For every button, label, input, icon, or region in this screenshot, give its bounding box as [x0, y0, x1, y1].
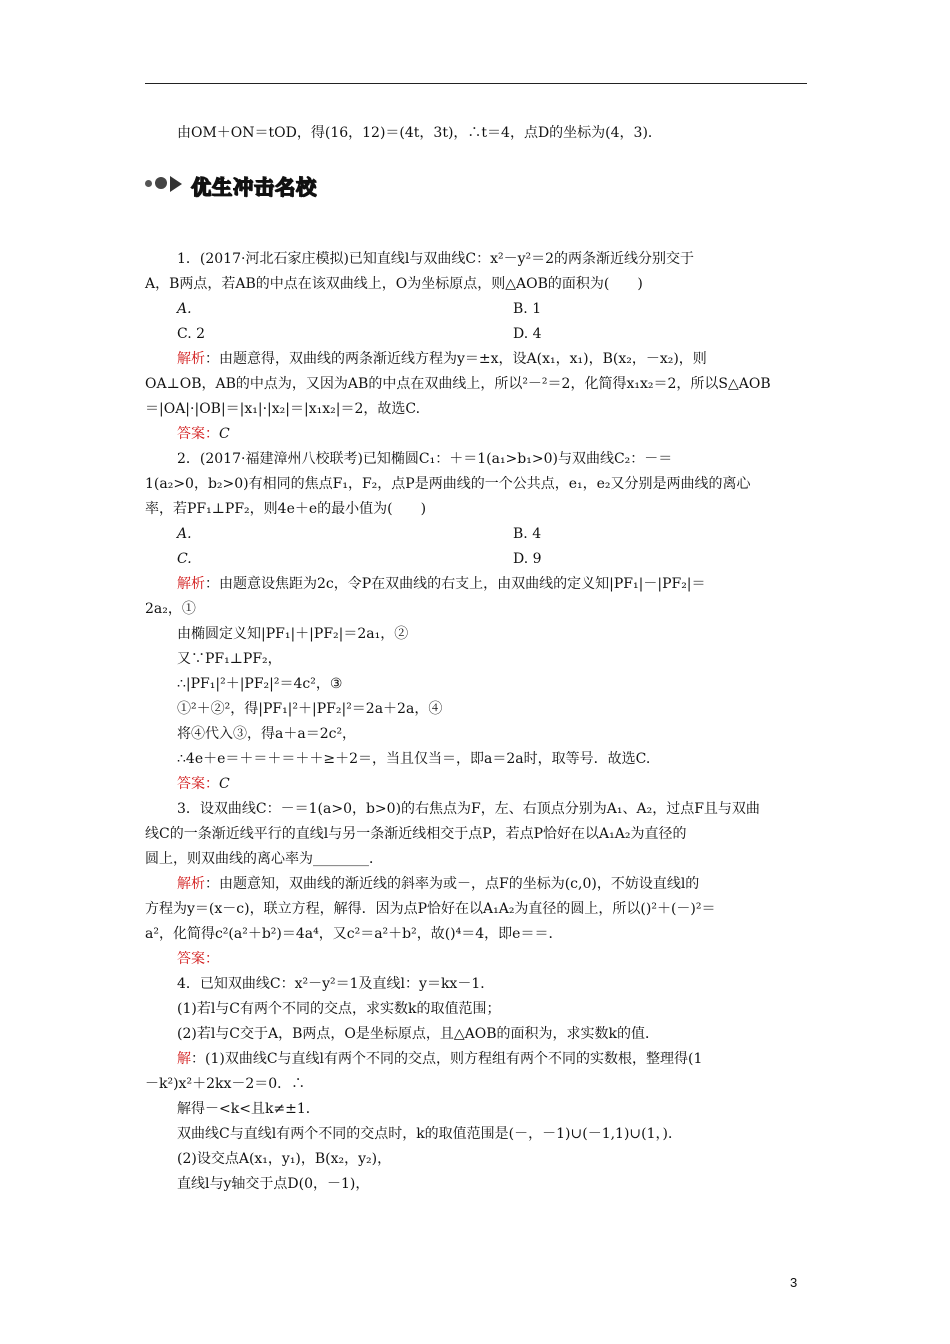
header-line: 由OM＋ON＝tOD，得(16，12)＝(4t，3t)，∴t＝4，点D的坐标为(4，3)． [177, 125, 662, 141]
header-rule [145, 83, 807, 84]
q1-solution-label: 解析 [177, 351, 205, 367]
q4-solution-line4: 双曲线C与直线l有两个不同的交点时，k的取值范围是(－，－1)∪(－1,1)∪(1，)． [177, 1126, 682, 1142]
q2-line3: 率，若PF₁⊥PF₂，则4e＋e的最小值为( ) [145, 501, 427, 517]
q1-solution-line3: ＝|OA|·|OB|＝|x₁|·|x₂|＝|x₁x₂|＝2，故选C. [145, 401, 421, 417]
q4-solution-line3: 解得－<k<且k≠±1． [177, 1101, 320, 1117]
q2-solution-label: 解析 [177, 576, 205, 592]
q2-solution-line1: 解析：由题意设焦距为2c，令P在双曲线的右支上，由双曲线的定义知|PF₁|－|PF₂|＝ [177, 576, 706, 592]
q2-option-d: D. 9 [513, 551, 542, 567]
q2-answer: 答案：C [177, 776, 230, 792]
q2-solution-line7: 将④代入③，得a＋a＝2c²， [177, 726, 357, 742]
q3-line3: 圆上，则双曲线的离心率为________． [145, 851, 383, 867]
q1-answer: 答案：C [177, 426, 230, 442]
q3-answer [145, 949, 839, 969]
q3-solution-line1: 解析：由题意知，双曲线的渐近线的斜率为或－，点F的坐标为(c,0)，不妨设直线l的 [177, 876, 700, 892]
q4-line3: (2)若l与C交于A，B两点，O是坐标原点，且△AOB的面积为，求实数k的值． [177, 1026, 660, 1042]
q2-line1: 2．(2017·福建漳州八校联考)已知椭圆C₁：＋＝1(a₁>b₁>0)与双曲线C₂：－＝ [177, 451, 673, 467]
q3-answer-label: 答案： [177, 951, 219, 967]
q4-solution-label: 解 [177, 1051, 191, 1067]
q1-answer-label: 答案： [177, 426, 219, 442]
page-number: 3 [790, 1275, 798, 1290]
q2-solution-line6: ①²＋②²，得|PF₁|²＋|PF₂|²＝2a＋2a，④ [177, 701, 443, 717]
q4-line2: (1)若l与C有两个不同的交点，求实数k的取值范围； [177, 1001, 501, 1017]
q3-solution-line3: a²，化简得c²(a²＋b²)＝4a⁴，又c²＝a²＋b²，故()⁴＝4，即e＝＝． [145, 926, 563, 942]
q1-solution-line2: OA⊥OB，AB的中点为，又因为AB的中点在双曲线上，所以²－²＝2，化简得x₁x₂＝2，所以S△AOB [145, 376, 771, 392]
q4-line1: 4．已知双曲线C：x²－y²＝1及直线l：y＝kx－1． [177, 976, 495, 992]
section-title: 优生冲击名校 [191, 175, 317, 199]
small-dot-icon [145, 180, 152, 187]
q3-solution-line2: 方程为y＝(x－c)，联立方程，解得．因为点P恰好在以A₁A₂为直径的圆上，所以()²＋(－)²＝ [145, 901, 716, 917]
q3-solution-label: 解析 [177, 876, 205, 892]
q2-option-b: B. 4 [513, 526, 542, 542]
q2-solution-line4: 又∵PF₁⊥PF₂， [177, 651, 282, 667]
q1-option-b: B. 1 [513, 301, 542, 317]
large-dot-icon [155, 177, 167, 189]
q2-answer-label: 答案： [177, 776, 219, 792]
q4-solution-line6: 直线l与y轴交于点D(0，－1)， [177, 1176, 370, 1192]
q2-line2: 1(a₂>0，b₂>0)有相同的焦点F₁，F₂，点P是两曲线的一个公共点，e₁，e₂又分别是两曲线的离心 [145, 476, 751, 492]
q2-solution-line2: 2a₂，① [145, 601, 196, 617]
q1-solution-line1: 解析：由题意得，双曲线的两条渐近线方程为y＝±x，设A(x₁，x₁)，B(x₂，－x₂)，则 [177, 351, 707, 367]
q2-option-a: A. [177, 526, 192, 542]
arrow-icon [170, 176, 182, 192]
q1-line2: A，B两点，若AB的中点在该双曲线上，O为坐标原点，则△AOB的面积为( ) [145, 276, 643, 292]
section-banner [145, 171, 445, 197]
q2-option-c: C. [177, 551, 192, 567]
q2-solution-line5: ∴|PF₁|²＋|PF₂|²＝4c²，③ [177, 676, 343, 692]
q3-line1: 3．设双曲线C：－＝1(a>0，b>0)的右焦点为F，左、右顶点分别为A₁、A₂，过点F且与双曲 [177, 801, 760, 817]
q4-solution-line2: －k²)x²＋2kx－2＝0．∴ [145, 1076, 306, 1092]
q3-line2: 线C的一条渐近线平行的直线l与另一条渐近线相交于点P，若点P恰好在以A₁A₂为直径的 [145, 826, 687, 842]
q1-option-a: A. [177, 301, 192, 317]
q1-line1: 1．(2017·河北石家庄模拟)已知直线l与双曲线C：x²－y²＝2的两条渐近线分别交于 [177, 251, 695, 267]
q1-option-c: C. 2 [177, 326, 206, 342]
q2-solution-line8: ∴4e＋e＝＋＝＋＝＋＋≥＋2＝，当且仅当＝，即a＝2a时，取等号．故选C. [177, 751, 651, 767]
q4-solution-line5: (2)设交点A(x₁，y₁)，B(x₂，y₂)， [177, 1151, 392, 1167]
q2-solution-line3: 由椭圆定义知|PF₁|＋|PF₂|＝2a₁，② [177, 626, 409, 642]
q1-option-d: D. 4 [513, 326, 542, 342]
q4-solution-line1: 解：(1)双曲线C与直线l有两个不同的交点，则方程组有两个不同的实数根，整理得(1 [177, 1051, 703, 1067]
